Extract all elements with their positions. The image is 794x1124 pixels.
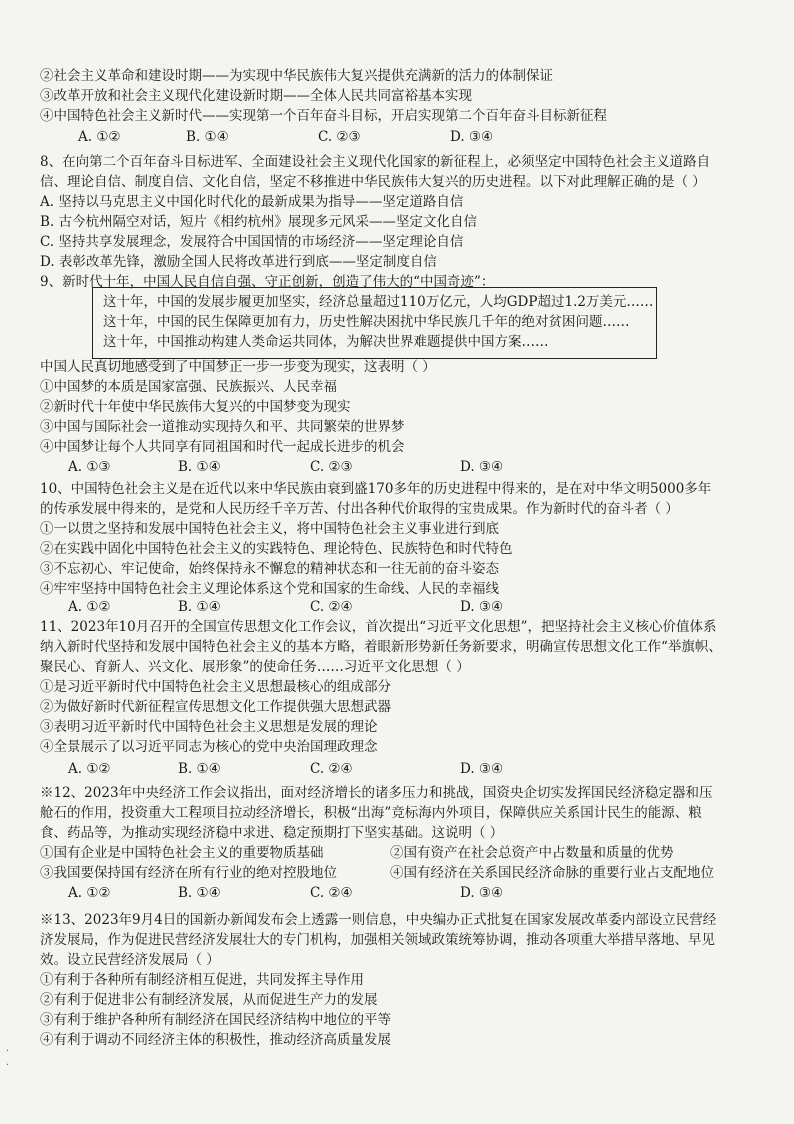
q7-item-3: ③改革开放和社会主义现代化建设新时期——全体人民共同富裕基本实现 — [40, 88, 472, 104]
q9-stem-1: 9、新时代十年，中国人民自信自强、守正创新，创造了伟大的“中国奇迹”： — [40, 274, 495, 290]
q9-item-2: ②新时代十年使中华民族伟大复兴的中国梦变为现实 — [40, 399, 351, 415]
material-line-1: 这十年，中国的发展步履更加坚实，经济总量超过110万亿元，人均GDP超过1.2万美元…… — [103, 294, 654, 310]
q9-material-box — [92, 287, 657, 359]
q11-option-d: D. ③④ — [460, 761, 504, 777]
margin-mark: · — [6, 1060, 10, 1071]
q8-option-c: C. 坚持共享发展理念，发展符合中国国情的市场经济——坚定理论自信 — [40, 234, 464, 250]
q12-item-3: ③我国要保持国有经济在所有行业的绝对控股地位 — [40, 865, 337, 881]
q11-item-4: ④全景展示了以习近平同志为核心的党中央治国理政理念 — [40, 739, 378, 755]
q12-item-4: ④国有经济在关系国民经济命脉的重要行业占支配地位 — [390, 865, 714, 881]
material-line-2: 这十年，中国的民生保障更加有力，历史性解决困扰中华民族几千年的绝对贫困问题…… — [103, 314, 630, 330]
q12-stem-3: 食、药品等，为推动实现经济稳中求进、稳定预期打下坚实基础。这说明（ ） — [40, 825, 504, 841]
q9-option-a: A. ①③ — [68, 459, 111, 475]
q12-option-d: D. ③④ — [460, 885, 504, 901]
q7-item-4: ④中国特色社会主义新时代——实现第一个百年奋斗目标，开启实现第二个百年奋斗目标新征程 — [40, 108, 607, 124]
q9-item-1: ①中国梦的本质是国家富强、民族振兴、人民幸福 — [40, 379, 337, 395]
q8-stem-2: 信、理论自信、制度自信、文化自信，坚定不移推进中华民族伟大复兴的历史进程。以下对此理解正确的是（ ） — [40, 174, 706, 190]
q12-option-a: A. ①② — [68, 885, 111, 901]
q8-option-a: A. 坚持以马克思主义中国化时代化的最新成果为指导——坚定道路自信 — [40, 194, 464, 210]
q11-item-3: ③表明习近平新时代中国特色社会主义思想是发展的理论 — [40, 719, 378, 735]
q10-item-3: ③不忘初心、牢记使命，始终保持永不懈怠的精神状态和一往无前的奋斗姿态 — [40, 561, 499, 577]
q8-option-b: B. 古今杭州隔空对话，短片《相约杭州》展现多元风采——坚定文化自信 — [40, 214, 478, 230]
q13-item-4: ④有利于调动不同经济主体的积极性，推动经济高质量发展 — [40, 1032, 391, 1048]
q10-item-2: ②在实践中固化中国特色社会主义的实践特色、理论特色、民族特色和时代特色 — [40, 541, 513, 557]
q10-option-b: B. ①④ — [178, 599, 221, 615]
q7-item-2: ②社会主义革命和建设时期——为实现中华民族伟大复兴提供充满新的活力的体制保证 — [40, 68, 553, 84]
q7-option-a: A. ①② — [78, 129, 121, 145]
q11-stem-2: 纳入新时代坚持和发展中国特色社会主义的基本方略，着眼新形势新任务新要求，明确宣传思想文化工作“举旗帜、 — [40, 639, 722, 655]
q7-option-c: C. ②③ — [318, 129, 361, 145]
q7-option-b: B. ①④ — [186, 129, 229, 145]
q9-item-3: ③中国与国际社会一道推动实现持久和平、共同繁荣的世界梦 — [40, 419, 405, 435]
q10-stem-1: 10、中国特色社会主义是在近代以来中华民族由衰到盛170多年的历史进程中得来的，是在对中华文明5000多年 — [40, 481, 712, 497]
q9-stem-2: 中国人民真切地感受到了中国梦正一步一步变为现实，这表明（ ） — [40, 359, 436, 375]
q13-stem-3: 效。设立民营经济发展局（ ） — [40, 952, 220, 968]
q9-item-4: ④中国梦让每个人共同享有同祖国和时代一起成长进步的机会 — [40, 439, 405, 455]
q13-stem-1: ※13、2023年9月4日的国新办新闻发布会上透露一则信息，中央编办正式批复在国家发展改革委内部设立民营经 — [40, 912, 717, 928]
q10-item-1: ①一以贯之坚持和发展中国特色社会主义，将中国特色社会主义事业进行到底 — [40, 521, 499, 537]
q10-option-a: A. ①② — [68, 599, 111, 615]
q11-option-a: A. ①② — [68, 761, 111, 777]
q11-option-c: C. ②④ — [310, 761, 353, 777]
q9-option-c: C. ②③ — [310, 459, 353, 475]
q10-stem-2: 的传承发展中得来的，是党和人民历经千辛万苦、付出各种代价取得的宝贵成果。作为新时代的奋斗者（ ） — [40, 501, 679, 517]
q9-option-b: B. ①④ — [178, 459, 221, 475]
q9-option-d: D. ③④ — [460, 459, 504, 475]
q11-item-1: ①是习近平新时代中国特色社会主义思想最核心的组成部分 — [40, 679, 391, 695]
q13-stem-2: 济发展局，作为促进民营经济发展壮大的专门机构，加强相关领域政策统筹协调，推动各项重大举措早落地、早见 — [40, 932, 715, 948]
q12-option-b: B. ①④ — [178, 885, 221, 901]
q13-item-1: ①有利于各种所有制经济相互促进，共同发挥主导作用 — [40, 972, 364, 988]
q13-item-2: ②有利于促进非公有制经济发展，从而促进生产力的发展 — [40, 992, 378, 1008]
q8-stem-1: 8、在向第二个百年奋斗目标进军、全面建设社会主义现代化国家的新征程上，必须坚定中国特色社会主义道路自 — [40, 154, 711, 170]
q12-item-1: ①国有企业是中国特色社会主义的重要物质基础 — [40, 845, 324, 861]
q11-stem-1: 11、2023年10月召开的全国宣传思想文化工作会议，首次提出“习近平文化思想”，把坚持社会主义核心价值体系 — [40, 619, 717, 635]
q12-stem-2: 舱石的作用，投资重大工程项目拉动经济增长，积极“出海”竞标海内外项目，保障供应关系国计民生的能源、粮 — [40, 805, 702, 821]
q11-item-2: ②为做好新时代新征程宣传思想文化工作提供强大思想武器 — [40, 699, 391, 715]
q7-option-d: D. ③④ — [450, 129, 494, 145]
q10-option-d: D. ③④ — [460, 599, 504, 615]
q13-item-3: ③有利于维护各种所有制经济在国民经济结构中地位的平等 — [40, 1012, 391, 1028]
q12-option-c: C. ②④ — [310, 885, 353, 901]
material-line-3: 这十年，中国推动构建人类命运共同体，为解决世界难题提供中国方案…… — [103, 334, 549, 350]
q10-option-c: C. ②④ — [310, 599, 353, 615]
q11-option-b: B. ①④ — [178, 761, 221, 777]
q8-option-d: D. 表彰改革先锋，激励全国人民将改革进行到底——坚定制度自信 — [40, 254, 437, 270]
q10-item-4: ④牢牢坚持中国特色社会主义理论体系这个党和国家的生命线、人民的幸福线 — [40, 581, 499, 597]
q12-item-2: ②国有资产在社会总资产中占数量和质量的优势 — [390, 845, 674, 861]
margin-mark: · — [6, 1046, 10, 1057]
q12-stem-1: ※12、2023年中央经济工作会议指出，面对经济增长的诸多压力和挑战，国资央企切实发挥国民经济稳定器和压 — [40, 785, 713, 801]
q11-stem-3: 聚民心、育新人、兴文化、展形象”的使命任务……习近平文化思想（ ） — [40, 659, 470, 675]
